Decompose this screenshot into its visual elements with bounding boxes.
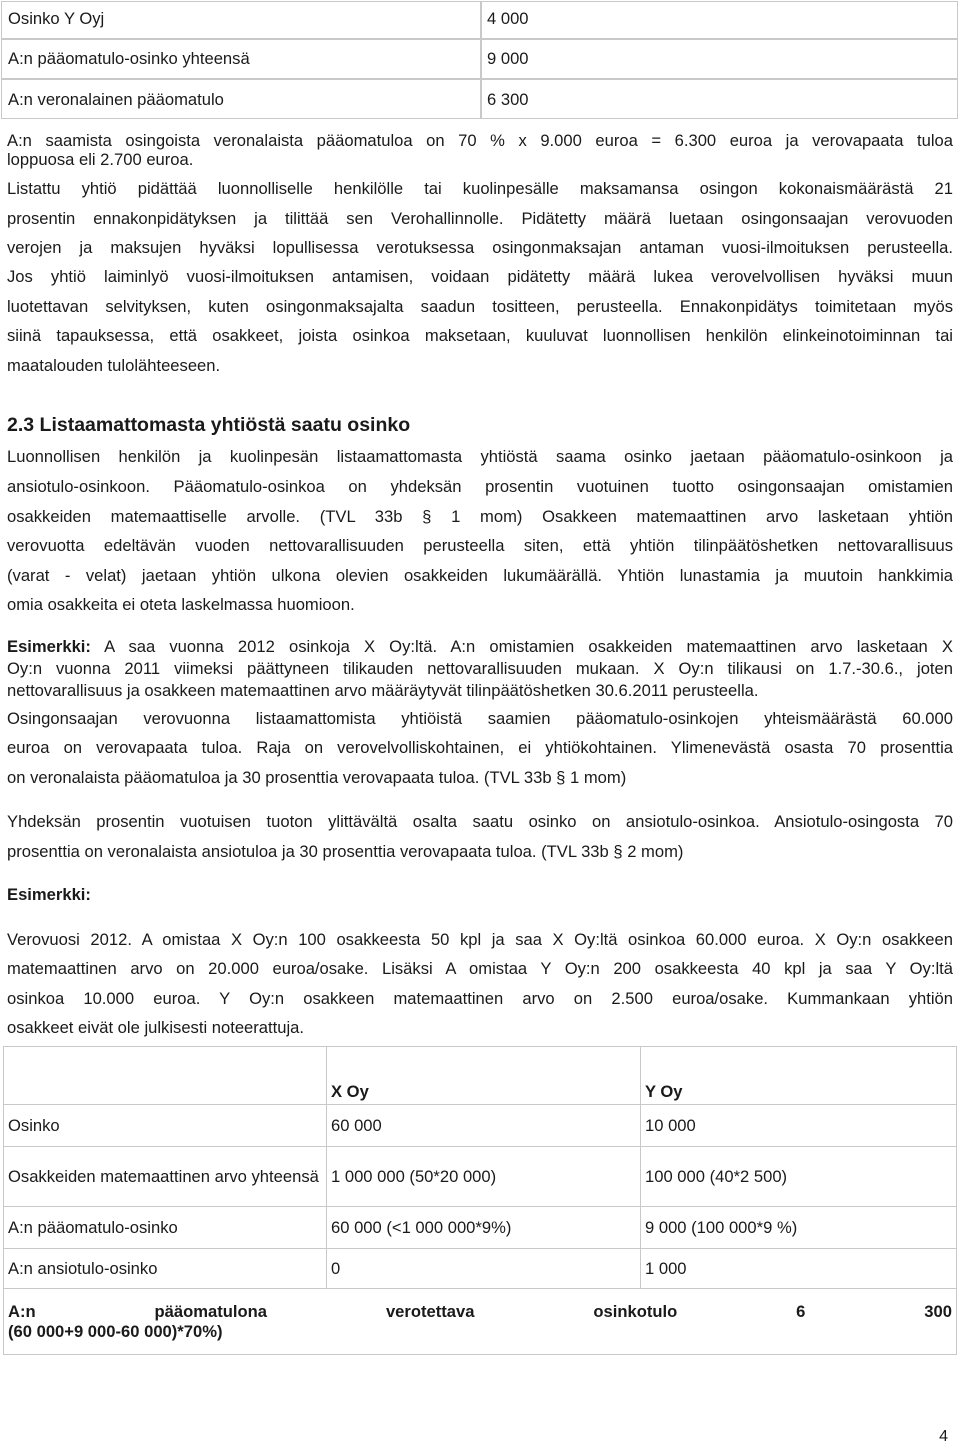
para-section-line: omia osakkeita ei oteta laskelmassa huomioon. <box>7 595 355 614</box>
page-number: 4 <box>939 1428 948 1445</box>
top-table-label-3: A:n veronalainen pääomatulo <box>1 79 482 119</box>
table-cell: A:n ansiotulo-osinko <box>4 1249 327 1289</box>
table-row <box>4 1105 957 1147</box>
para-verovuosi-line: osakkeet eivät ole julkisesti noteerattuja. <box>7 1018 305 1037</box>
top-note-line-2: loppuosa eli 2.700 euroa. <box>7 150 194 169</box>
table-header-cell: X Oy <box>327 1047 641 1105</box>
table-cell: 1 000 <box>641 1249 957 1289</box>
table-header-row <box>4 1047 957 1105</box>
table-cell: 9 000 (100 000*9 %) <box>641 1207 957 1249</box>
para-verovuosi-line: matemaattinen arvo on 20.000 euroa/osake. Lisäksi A omistaa Y Oy:n 200 osakkeesta 40 kpl ja saa Y Oy:ltä <box>7 959 953 978</box>
dividend-table <box>3 1046 957 1355</box>
table-row <box>4 1249 957 1289</box>
para-yhdeksan-line: prosenttia on veronalaista ansiotuloa ja 30 prosenttia verovapaata tuloa. (TVL 33b § 2 mom) <box>7 842 684 861</box>
section-number: 2.3 <box>7 414 35 436</box>
para-section-line: Luonnollisen henkilön ja kuolinpesän listaamattomasta yhtiöstä saama osinko jaetaan pääomatulo-osinkoon ja <box>7 447 953 466</box>
top-table-label-2: A:n pääomatulo-osinko yhteensä <box>1 39 482 79</box>
para-osingonsaajan-line: Osingonsaajan verovuonna listaamattomista yhtiöistä saamien pääomatulo-osinkojen yhteismäärästä 60.000 <box>7 709 953 728</box>
para-listattu-line: maatalouden tulolähteeseen. <box>7 356 221 375</box>
para-verovuosi-line: Verovuosi 2012. A omistaa X Oy:n 100 osakkeesta 50 kpl ja saa X Oy:ltä osinkoa 60.000 euroa. X Oy:n osakkeen <box>7 930 953 949</box>
table-header-cell <box>4 1047 327 1105</box>
para-listattu-line: Listattu yhtiö pidättää luonnolliselle henkilölle tai kuolinpesälle maksamansa osingon kokonaismäärästä 21 <box>7 179 953 198</box>
para-listattu-line: siinä tapauksessa, että osakkeet, joista osinkoa maksetaan, kuuluvat luonnollisen henkilön elinkeinotoiminnan tai <box>7 326 953 345</box>
example1-label: Esimerkki: <box>7 637 91 656</box>
para-section-line: verovuotta edeltävän vuoden nettovarallisuuden perusteella siten, että yhtiön tilinpäätöshetken nettovarallisuus <box>7 536 953 555</box>
para-verovuosi-line: osinkoa 10.000 euroa. Y Oy:n osakkeen matemaattinen arvo on 2.500 euroa/osake. Kummankaan yhtiön <box>7 989 953 1008</box>
table-row <box>4 1207 957 1249</box>
final-row-line-1: A:n pääomatulona verotettava osinkotulo 6 300 <box>8 1301 952 1321</box>
example1-line-3: nettovarallisuus ja osakkeen matemaattinen arvo määräytyvät tilinpäätöshetken 30.6.2011 perusteella. <box>7 681 759 700</box>
table-cell: 100 000 (40*2 500) <box>641 1147 957 1207</box>
para-osingonsaajan-line: on veronalaista pääomatuloa ja 30 prosenttia verovapaata tuloa. (TVL 33b § 1 mom) <box>7 768 627 787</box>
para-section-line: ansiotulo-osinkoon. Pääomatulo-osinkoa on yhdeksän prosentin vuotuinen tuotto osingonsaajan omistamien <box>7 477 953 496</box>
para-section-line: osakkeiden matemaattiselle arvolle. (TVL 33b § 1 mom) Osakkeen matemaattinen arvo lasketaan yhtiön <box>7 507 953 526</box>
top-table-value-3: 6 300 <box>480 79 958 119</box>
final-row-line-2: (60 000+9 000-60 000)*70%) <box>8 1321 223 1341</box>
para-listattu-line: verojen ja maksujen hyväksi lopullisessa verotuksessa osingonmaksajan antaman vuosi-ilmoituksen perusteella. <box>7 238 953 257</box>
table-cell: A:n pääomatulo-osinko <box>4 1207 327 1249</box>
example2-label: Esimerkki: <box>7 885 91 904</box>
para-listattu-line: luotettavan selvityksen, kuten osingonmaksajalta saadun tositteen, perusteella. Ennakonpidätys toimitetaan myös <box>7 297 953 316</box>
example1-line-2: Oy:n vuonna 2011 viimeksi päättyneen tilikauden nettovarallisuuden mukaan. X Oy:n tilikausi on 1.7.-30.6., joten <box>7 659 953 678</box>
table-row <box>4 1147 957 1207</box>
example1-text: A saa vuonna 2012 osinkoja X Oy:ltä. A:n omistamien osakkeiden matemaattinen arvo lasketaan X <box>104 637 953 656</box>
top-table-label-1: Osinko Y Oyj <box>1 1 482 39</box>
example1-line-1 <box>7 637 953 657</box>
section-heading <box>7 415 410 435</box>
top-table-value-1: 4 000 <box>480 1 958 39</box>
table-final-row <box>4 1289 957 1355</box>
table-cell: Osakkeiden matemaattinen arvo yhteensä <box>4 1147 327 1207</box>
table-cell: 60 000 (<1 000 000*9%) <box>327 1207 641 1249</box>
table-cell: 10 000 <box>641 1105 957 1147</box>
para-yhdeksan-line: Yhdeksän prosentin vuotuisen tuoton ylittävältä osalta saatu osinko on ansiotulo-osinkoa. Ansiotulo-osingosta 70 <box>7 812 953 831</box>
table-final-cell <box>4 1289 957 1355</box>
table-cell: 1 000 000 (50*20 000) <box>327 1147 641 1207</box>
table-cell: 60 000 <box>327 1105 641 1147</box>
table-header-cell: Y Oy <box>641 1047 957 1105</box>
top-table-value-2: 9 000 <box>480 39 958 79</box>
table-cell: Osinko <box>4 1105 327 1147</box>
para-listattu-line: prosentin ennakonpidätyksen ja tilittää sen Verohallinnolle. Pidätetty määrä luetaan osingonsaajan verovuoden <box>7 209 953 228</box>
top-note-line-1: A:n saamista osingoista veronalaista pääomatuloa on 70 % x 9.000 euroa = 6.300 euroa ja verovapaata tuloa <box>7 131 953 150</box>
para-section-line: (varat - velat) jaetaan yhtiön ulkona olevien osakkeiden lukumäärällä. Yhtiön lunastamia ja muutoin hankkimia <box>7 566 953 585</box>
section-title: Listaamattomasta yhtiöstä saatu osinko <box>39 414 411 436</box>
para-osingonsaajan-line: euroa on verovapaata tuloa. Raja on verovelvolliskohtainen, ei yhtiökohtainen. Ylimenevästä osasta 70 prosenttia <box>7 738 953 757</box>
table-cell: 0 <box>327 1249 641 1289</box>
para-listattu-line: Jos yhtiö laiminlyö vuosi-ilmoituksen antamisen, voidaan pidätetty määrä lukea verovelvollisen hyväksi muun <box>7 267 953 286</box>
